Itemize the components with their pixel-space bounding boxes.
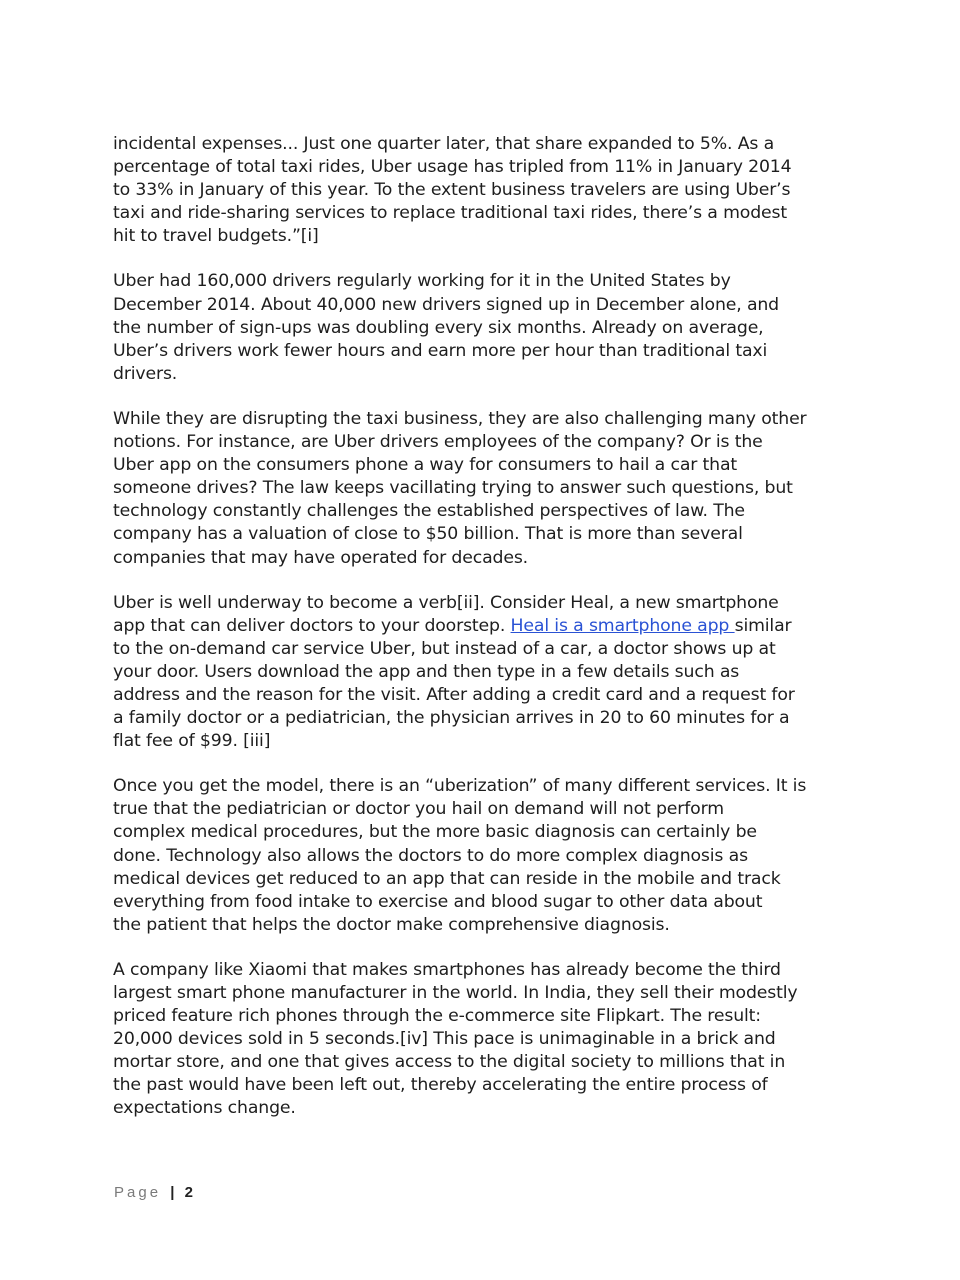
footer-separator: | [170,1184,175,1201]
text-line: notions. For instance, are Uber drivers employees of the company? Or is the [113,432,763,453]
text-line: taxi and ride-sharing services to replace traditional taxi rides, there’s a modest [113,203,787,224]
text-line: done. Technology also allows the doctors to do more complex diagnosis as [113,845,748,866]
paragraph-1 [113,133,853,248]
text-line: flat fee of $99. [iii] [113,731,271,752]
text-line: the number of sign-ups was doubling every six months. Already on average, [113,317,764,338]
paragraph-6 [113,959,853,1121]
text-line: company has a valuation of close to $50 billion. That is more than several [113,524,743,545]
text-line: December 2014. About 40,000 new drivers signed up in December alone, and [113,294,780,315]
text-line: percentage of total taxi rides, Uber usage has tripled from 11% in January 2014 [113,157,792,178]
text-line: While they are disrupting the taxi business, they are also challenging many other [113,408,807,429]
text-line: companies that may have operated for decades. [113,547,529,568]
text-line: medical devices get reduced to an app that can reside in the mobile and track [113,868,781,889]
text-line: address and the reason for the visit. After adding a credit card and a request for [113,684,795,705]
text-segment: similar [734,615,792,636]
text-line: Uber’s drivers work fewer hours and earn more per hour than traditional taxi [113,340,768,361]
page-footer [114,1184,193,1201]
text-line: drivers. [113,363,178,384]
document-body [113,133,853,1143]
text-line: Uber app on the consumers phone a way for consumers to hail a car that [113,455,738,476]
text-line: Once you get the model, there is an “uberization” of many different services. It is [113,776,807,797]
page-number: 2 [184,1184,193,1201]
text-line: complex medical procedures, but the more basic diagnosis can certainly be [113,822,757,843]
text-line: largest smart phone manufacturer in the world. In India, they sell their modestly [113,983,798,1003]
text-line: expectations change. [113,1098,296,1119]
heal-app-link[interactable]: Heal is a smartphone app [510,615,735,636]
text-line: incidental expenses... Just one quarter later, that share expanded to 5%. As a [113,134,775,154]
text-segment: app that can deliver doctors to your doorstep. [113,615,511,636]
text-line: someone drives? The law keeps vacillating trying to answer such questions, but [113,478,793,499]
paragraph-5 [113,775,853,937]
text-line: to 33% in January of this year. To the extent business travelers are using Uber’s [113,180,791,201]
text-line: hit to travel budgets.”[i] [113,226,319,247]
text-line-with-link [113,615,853,638]
text-line: Uber is well underway to become a verb[ii]. Consider Heal, a new smartphone [113,592,779,613]
text-line: 20,000 devices sold in 5 seconds.[iv] This pace is unimaginable in a brick and [113,1029,776,1050]
text-line: to the on-demand car service Uber, but instead of a car, a doctor shows up at [113,638,776,659]
text-line: everything from food intake to exercise and blood sugar to other data about [113,891,763,912]
page-label: Page [114,1184,162,1201]
text-line: the patient that helps the doctor make comprehensive diagnosis. [113,914,670,935]
text-line: A company like Xiaomi that makes smartphones has already become the third [113,959,781,980]
paragraph-3 [113,408,853,570]
text-line: technology constantly challenges the established perspectives of law. The [113,501,745,522]
text-line: a family doctor or a pediatrician, the physician arrives in 20 to 60 minutes for a [113,708,790,729]
paragraph-4 [113,592,853,754]
text-line: your door. Users download the app and then type in a few details such as [113,661,740,682]
paragraph-2 [113,270,853,385]
text-line: Uber had 160,000 drivers regularly working for it in the United States by [113,271,731,292]
text-line: mortar store, and one that gives access to the digital society to millions that in [113,1052,786,1073]
text-line: the past would have been left out, thereby accelerating the entire process of [113,1075,768,1096]
text-line: priced feature rich phones through the e-commerce site Flipkart. The result: [113,1006,761,1027]
text-line: true that the pediatrician or doctor you hail on demand will not perform [113,799,724,820]
